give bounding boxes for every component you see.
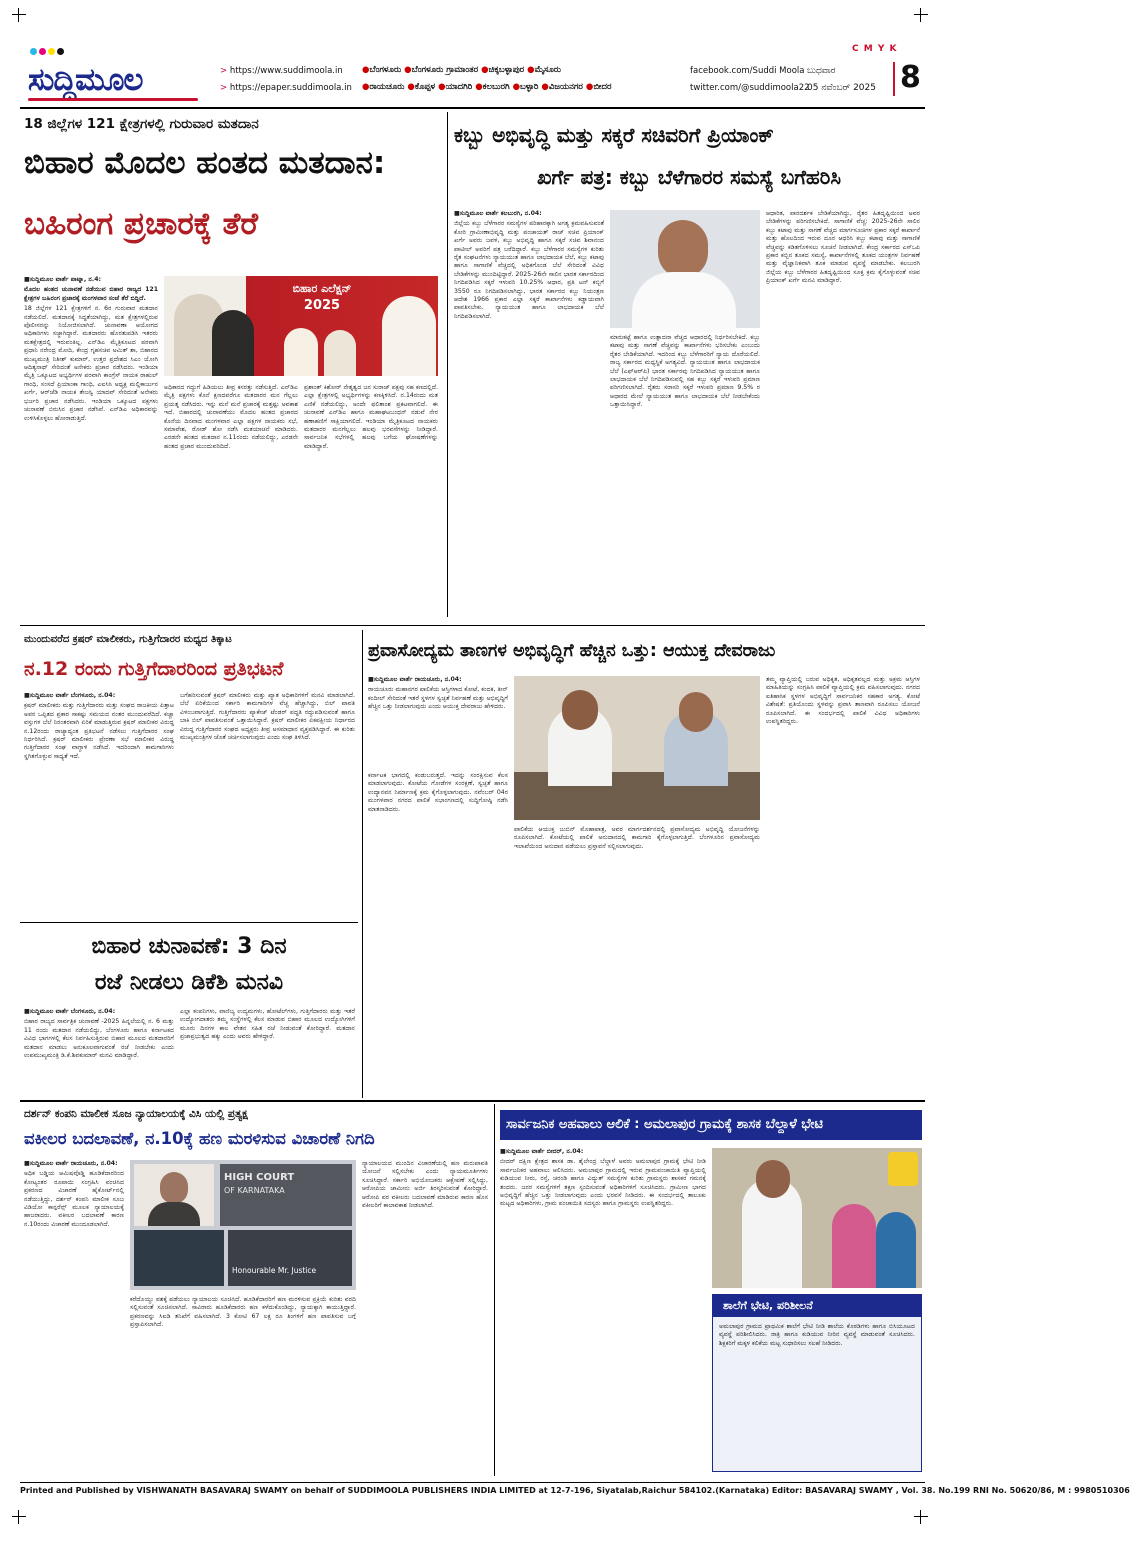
person-shirt <box>148 1202 200 1226</box>
story4-col2: ಎಲ್ಲಾ ಕಂಪನಿಗಳು, ವಾಣಿಜ್ಯ ಉದ್ಯಮಗಳು, ಹೋಟೆಲ್‌ಗಳು, ಗುತ್ತಿಗೆದಾರರು ಮತ್ತು ಇತರೆ ಉದ್ಯೋಗದಾತರು ತಮ್ಮ ಸಂಸ್ಥೆಗಳಲ್ಲಿ ಕೆಲಸ ಮಾಡುವ ಬಿಹಾರ ಮೂಲದ ಉದ್ಯೋಗಿಗಳಿಗೆ ಮೂರು ದಿನಗಳ ಕಾಲ ವೇತನ ಸಹಿತ ರಜೆ ನೀಡುವಂತೆ ಕೋರಿದ್ದಾರೆ. ಮತದಾನ ಪ್ರಜಾಪ್ರಭುತ್ವದ ಹಕ್ಕು ಎಂದು ಅವರು ಹೇಳಿದ್ದಾರೆ. <box>180 1008 355 1041</box>
cmyk-label: C M Y K <box>852 44 898 54</box>
city[interactable]: ರಾಯಚೂರು <box>369 82 405 92</box>
story5-col1 <box>368 676 508 766</box>
issue-date: 05 ನವೆಂಬರ್ 2025 <box>807 83 876 93</box>
story4-body1: ಬಿಹಾರ ರಾಜ್ಯದ ಸಾರ್ವತ್ರಿಕ ಚುನಾವಣೆ -2025 ಹಿನ್ನಲೆಯಲ್ಲಿ ನ. 6 ಮತ್ತು 11 ರಂದು ಮತದಾನ ನಡೆಯಲಿದ್ದು, ಬೆಂಗಳೂರು ಹಾಗೂ ಕರ್ನಾಟಕದ ವಿವಿಧ ಭಾಗಗಳಲ್ಲಿ ಕೆಲಸ ನಿರ್ವಹಿಸುತ್ತಿರುವ ಬಿಹಾರ ಮೂಲದ ಮತದಾರರಿಗೆ ಮತದಾನ ಮಾಡಲು ಅನುಕೂಲವಾಗುವಂತೆ ರಜೆ ನೀಡಬೇಕು ಎಂದು ಉಪಮುಖ್ಯಮಂತ್ರಿ ಡಿ.ಕೆ.ಶಿವಕುಮಾರ್ ಮನವಿ ಮಾಡಿದ್ದಾರೆ. <box>24 1018 174 1060</box>
story2-dateline: ■ಸುದ್ದಿಮೂಲ ವಾರ್ತೆ ಕಲಬುರಗಿ, ನ.04: <box>454 210 542 217</box>
story1-col3: ಪ್ರಶಾಂತ್ ಕಿಶೋರ್ ನೇತೃತ್ವದ ಜನ ಸುರಾಜ್ ಪಕ್ಷವು ಸಹ ಕಣದಲ್ಲಿದೆ. ಎಲ್ಲಾ ಕ್ಷೇತ್ರಗಳಲ್ಲಿ ಅಭ್ಯರ್ಥಿಗಳನ್ನು ಕಣಕ್ಕಿಳಿಸಿದೆ. ನ.14ರಂದು ಮತ ಎಣಿಕೆ ನಡೆಯಲಿದ್ದು, ಅಂದೇ ಫಲಿತಾಂಶ ಪ್ರಕಟವಾಗಲಿದೆ. ಈ ಚುನಾವಣೆ ಎನ್‌ಡಿಎ ಹಾಗೂ ಮಹಾಘಟಬಂಧನ್ ನಡುವೆ ನೇರ ಹಣಾಹಣಿಗೆ ಸಾಕ್ಷಿಯಾಗಲಿದೆ. ಇಂಡಿಯಾ ಮೈತ್ರಿಕೂಟದ ನಾಯಕರು ಮತದಾರರ ಮನಗೆಲ್ಲಲು ಹಲವು ಭರವಸೆಗಳನ್ನು ನೀಡಿದ್ದಾರೆ. ಸಾರ್ವಜನಿಕ ಸಭೆಗಳಲ್ಲಿ ಹಲವು ಬಗೆಯ ಘೋಷಣೆಗಳನ್ನು ಮಾಡಿದ್ದಾರೆ. <box>304 384 438 450</box>
footer-imprint: Printed and Published by VISHWANATH BASAVARAJ SWAMY on behalf of SUDDIMOOLA PUBLISHERS INDIA LIMITED at 12-7-196, Siyatalab,Raichur 584102.(Karnataka) Editor: BASAVARAJ SWAMY , Vol. 38. No.199 RNI No. 50620/86, M : 9980510306 <box>20 1486 1130 1495</box>
city[interactable]: ಚಿಕ್ಕಬಳ್ಳಾಪುರ <box>488 65 525 75</box>
story5-col4: ತಮ್ಮ ವ್ಯಾಪ್ತಿಯಲ್ಲಿ ಬರುವ ಅಧಿಕೃತ, ಅಧಿಕೃತವಲ್ಲದ ಮತ್ತು ಅಕ್ರಮ ಆಸ್ತಿಗಳ ಮಾಹಿತಿಯನ್ನು ಸಂಗ್ರಹಿಸಿ ಪಾಲಿಕೆ ವ್ಯಾಪ್ತಿಯಲ್ಲಿ ಕ್ರಮ ವಹಿಸಲಾಗುವುದು. ನಗರದ ಐತಿಹಾಸಿಕ ಸ್ಥಳಗಳ ಅಭಿವೃದ್ಧಿಗೆ ಸಾರ್ವಜನಿಕರ ಸಹಕಾರ ಅಗತ್ಯ. ಕೋಟೆ ವಿಶೇಷತೆ: ಪ್ರತಿಯೊಂದು ಸ್ಥಳವನ್ನು ಪ್ರವಾಸಿ ತಾಣವಾಗಿ ರೂಪಿಸಲು ಯೋಜನೆ ರೂಪಿಸಲಾಗಿದೆ. ಈ ಸಂದರ್ಭದಲ್ಲಿ ಪಾಲಿಕೆ ವಿವಿಧ ಅಧಿಕಾರಿಗಳು ಉಪಸ್ಥಿತರಿದ್ದರು. <box>766 676 920 726</box>
section-rule <box>20 922 358 923</box>
story3-headline: ನ.12 ರಂದು ಗುತ್ತಿಗೆದಾರರಿಂದ ಪ್ರತಿಭಟನೆ <box>24 658 284 680</box>
person-silhouette <box>382 296 436 376</box>
story6-col1 <box>24 1160 124 1472</box>
story7-box <box>712 1294 922 1472</box>
person-head <box>562 690 598 730</box>
story7-col1 <box>500 1148 706 1472</box>
page-divider <box>893 62 895 96</box>
story2-body1: ಜಿಲ್ಲೆಯ ಕಬ್ಬು ಬೆಳೆಗಾರರ ಸಮಸ್ಯೆಗಳ ಪರಿಹಾರಕ್ಕಾಗಿ ಅಗತ್ಯ ಕ್ರಮವಹಿಸುವಂತೆ ಕೋರಿ ಗ್ರಾಮೀಣಾಭಿವೃದ್ಧಿ ಮತ್ತು ಪಂಚಾಯತ್ ರಾಜ್ ಸಚಿವ ಪ್ರಿಯಾಂಕ್ ಖರ್ಗೆ ಅವರು ಜವಳಿ, ಕಬ್ಬು ಅಭಿವೃದ್ಧಿ ಹಾಗೂ ಸಕ್ಕರೆ ಸಚಿವ ಶಿವಾನಂದ ಪಾಟೀಲ್ ಅವರಿಗೆ ಪತ್ರ ಬರೆದಿದ್ದಾರೆ. ಕಬ್ಬು ಬೆಳೆಗಾರರ ಸಮಸ್ಯೆಗಳ ಕುರಿತು ರೈತ ಸಂಘಟನೆಗಳು ನ್ಯಾಯಯುತ ಹಾಗೂ ಲಾಭದಾಯಕ ಬೆಲೆ, ಕಬ್ಬು ಕಟಾವು ಹಾಗೂ ಸಾಗಾಣಿಕೆ ವೆಚ್ಚದಲ್ಲಿ ಅಧಿಕಗೊಂಡ ಬೆಲೆ ಸೇರಿದಂತೆ ವಿವಿಧ ಬೇಡಿಕೆಗಳನ್ನು ಮುಂದಿಟ್ಟಿದ್ದಾರೆ. 2025-26ನೇ ಸಾಲಿನ ಭಾರತ ಸರ್ಕಾರದಿಂದ ನಿಗದಿಪಡಿಸಿದ ಸಕ್ಕರೆ ಇಳುವರಿ 10.25% ಆಧಾರ, ಪ್ರತಿ ಟನ್ ಕಬ್ಬಿಗೆ 3550 ರೂ ನಿಗದಿಪಡಿಸಲಾಗಿದ್ದು, ಭಾರತ ಸರ್ಕಾರದ ಕಬ್ಬು ನಿಯಂತ್ರಣ ಆದೇಶ 1966 ಪ್ರಕಾರ ಎಲ್ಲಾ ಸಕ್ಕರೆ ಕಾರ್ಖಾನೆಗಳು ಕಡ್ಡಾಯವಾಗಿ ಪಾವತಿಸಬೇಕು. ನ್ಯಾಯಯುತ ಹಾಗೂ ಲಾಭದಾಯಕ ಬೆಲೆ ನಿಗದಿಪಡಿಸಲಾಗಿದೆ. <box>454 220 604 320</box>
story3-body1: ಕ್ರಷರ್ ಮಾಲೀಕರು ಮತ್ತು ಗುತ್ತಿಗೆದಾರರು ಮತ್ತು ಸಂಘದ ರಾಜಕೀಯ ಪಿತ್ತಾಟ ಅವರ ಒಪ್ಪಿತದ ಪ್ರಕಾರ ಸಾಕಷ್ಟು ಸಮಯದ ನಂತರ ಮುಂದುವರೆದಿದೆ. ಕಚ್ಚಾ ವಸ್ತುಗಳ ಬೆಲೆ ನಿರಂತರವಾಗಿ ಏರಿಕೆ ಮಾಡುತ್ತಿರುವ ಕ್ರಷರ್ ಮಾಲೀಕರ ವಿರುದ್ಧ ನ.12ರಂದು ರಾಜ್ಯಾದ್ಯಂತ ಪ್ರತಿಭಟನೆ ನಡೆಸಲು ಗುತ್ತಿಗೆದಾರರ ಸಂಘ ನಿರ್ಧರಿಸಿದೆ. ಕ್ರಷರ್ ಮಾಲೀಕರು ಪ್ರೇರಣಾ ಸಭೆ ಮಾಲೀಕರ ವಿರುದ್ಧ ಗುತ್ತಿಗೆದಾರರ ಸಂಘ ವಾಗ್ದಾಳಿ ನಡೆಸಿದೆ. ಇದರಿಂದಾಗಿ ಕಾಮಗಾರಿಗಳು ಸ್ಥಗಿತಗೊಳ್ಳುವ ಸಾಧ್ಯತೆ ಇದೆ. <box>24 702 174 760</box>
court-banner <box>220 1164 352 1226</box>
story5-photo <box>514 676 760 820</box>
epaper-link[interactable]: > https://epaper.suddimoola.in <box>220 83 352 93</box>
cities-row-2: ●ರಾಯಚೂರು ●ಕೊಪ್ಪಳ ●ಯಾದಗಿರಿ ●ಕಲಬುರಗಿ ●ಬಳ್ಳಾರಿ ●ವಿಜಯನಗರ ●ಬೀದರ <box>362 82 612 92</box>
masthead-rule <box>20 107 925 109</box>
person-silhouette <box>832 1204 876 1288</box>
story3-col1 <box>24 692 174 914</box>
story6-kicker: ದರ್ಶನ್ ಕಂಪನಿ ಮಾಲೀಕ ಸೂಜ ನ್ಯಾಯಾಲಯಕ್ಕೆ ವಿಸಿ ಯಲ್ಲಿ ಪ್ರತ್ಯಕ್ಷ <box>24 1108 248 1120</box>
person-head <box>679 692 713 732</box>
city[interactable]: ಕೊಪ್ಪಳ <box>414 82 436 92</box>
facebook-link[interactable]: facebook.com/Suddi Moola <box>690 66 805 76</box>
story4-headline-line2: ರಜೆ ನೀಡಲು ಡಿಕೆಶಿ ಮನವಿ <box>94 970 284 995</box>
person-shirt <box>632 272 736 332</box>
story1-kicker: 18 ಜಿಲ್ಲೆಗಳ 121 ಕ್ಷೇತ್ರಗಳಲ್ಲಿ ಗುರುವಾರ ಮತದಾನ <box>24 116 259 132</box>
story2-col2: ಮಾರುಕಟ್ಟೆ ಹಾಗೂ ಉತ್ಪಾದನಾ ವೆಚ್ಚದ ಆಧಾರದಲ್ಲಿ ನಿರ್ಧರಿಸಬೇಕಿದೆ. ಕಬ್ಬು ಕಟಾವು ಮತ್ತು ಸಾಗಣೆ ವೆಚ್ಚವನ್ನು ಕಾರ್ಖಾನೆಗಳು ಭರಿಸಬೇಕು ಎಂಬುದು ರೈತರ ಬೇಡಿಕೆಯಾಗಿದೆ. ಇದರಿಂದ ಕಬ್ಬು ಬೆಳೆಗಾರರಿಗೆ ನ್ಯಾಯ ದೊರೆಯಲಿದೆ. ರಾಜ್ಯ ಸರ್ಕಾರದ ಮಧ್ಯಸ್ಥಿಕೆ ಅಗತ್ಯವಿದೆ. ನ್ಯಾಯಯುತ ಹಾಗೂ ಲಾಭದಾಯಕ ಬೆಲೆ (ಎಫ್‌ಆರ್‌ಪಿ) ಭಾರತ ಸರ್ಕಾರವು ನಿಗದಿಪಡಿಸಿದ ನ್ಯಾಯಯುತ ಹಾಗೂ ಲಾಭದಾಯಕ ಬೆಲೆ ನಿಗದಿಪಡಿಸುವಲ್ಲಿ ಸಹ ಕಬ್ಬು ಸಕ್ಕರೆ ಇಳುವರಿ ಪ್ರಮಾಣ ಪರಿಗಣಿಸಲಾಗಿದೆ. ರೈತರು ಸರಾಸರಿ ಸಕ್ಕರೆ ಇಳುವರಿ ಪ್ರಮಾಣ 9.5% ರ ಆಧಾರದ ಮೇಲೆ ನ್ಯಾಯಯುತ ಹಾಗೂ ಲಾಭದಾಯಕ ಬೆಲೆ ನೀಡಬೇಕೆಂದು ಒತ್ತಾಯಿಸಿದ್ದಾರೆ. <box>610 334 760 409</box>
globe-icon: > <box>220 83 228 93</box>
person-head <box>160 1172 188 1204</box>
judge-label: Honourable Mr. Justice <box>232 1266 317 1275</box>
cities-row-1: ●ಬೆಂಗಳೂರು ●ಬೆಂಗಳೂರು ಗ್ರಾಮಾಂತರ ●ಚಿಕ್ಕಬಳ್ಳಾಪುರ ●ಮೈಸೂರು <box>362 65 562 75</box>
story7-dateline: ■ಸುದ್ದಿಮೂಲ ವಾರ್ತೆ ಬೀದರ್, ನ.04: <box>500 1148 584 1155</box>
city[interactable]: ಮೈಸೂರು <box>534 65 562 75</box>
person-silhouette <box>284 328 318 376</box>
story1-col2: ಅಧಿಕಾರದ ಗದ್ದುಗೆ ಹಿಡಿಯಲು ತೀವ್ರ ಕಸರತ್ತು ನಡೆಸುತ್ತಿದೆ. ಎನ್‌ಡಿಎ ಮೈತ್ರಿ ಪಕ್ಷಗಳು ಕೊನೆ ಕ್ಷಣದವರೆಗೂ ಮತದಾರರ ಮನ ಗೆಲ್ಲಲು ಪ್ರಯತ್ನ ನಡೆಸಿದರು. ಇನ್ನು ಮನೆ ಮನೆ ಪ್ರಚಾರಕ್ಕೆ ಮತ್ತಷ್ಟು ಅವಕಾಶ ಇದೆ. ಬಿಹಾರದಲ್ಲಿ ಚುನಾವಣೆಯು ಮೊದಲ ಹಂತದ ಪ್ರಚಾರದ ಕೊನೆಯ ದಿನವಾದ ಮಂಗಳವಾರ ಎಲ್ಲಾ ಪಕ್ಷಗಳ ನಾಯಕರು ಸಭೆ, ಸಮಾವೇಶ, ರೋಡ್ ಶೋ ನಡೆಸಿ ಮತಯಾಚನೆ ಮಾಡಿದರು. ಎರಡನೇ ಹಂತದ ಮತದಾನ ನ.11ರಂದು ನಡೆಯಲಿದ್ದು, ಎರಡನೇ ಹಂತದ ಪ್ರಚಾರ ಮುಂದುವರಿದಿದೆ. <box>164 384 298 450</box>
registration-mark-bottom-left <box>12 1510 26 1524</box>
story6-body1: ಅಧಿಕ ಬಡ್ಡಿಯ ಆಮಿಷವೊಡ್ಡಿ ಹೂಡಿಕೆದಾರರಿಂದ ಕೋಟ್ಯಂತರ ರೂಪಾಯಿ ಸಂಗ್ರಹಿಸಿ ವಂಚಿಸಿದ ಪ್ರಕರಣದ ವಿಚಾರಣೆ ಹೈಕೋರ್ಟ್‌ನಲ್ಲಿ ನಡೆಯುತ್ತಿದ್ದು, ದರ್ಶನ್ ಕಂಪನಿ ಮಾಲೀಕ ಸೂಜ ವಿಡಿಯೋ ಕಾನ್ಫರೆನ್ಸ್ ಮೂಲಕ ನ್ಯಾಯಾಲಯಕ್ಕೆ ಹಾಜರಾದರು. ವಕೀಲರ ಬದಲಾವಣೆ ಕಾರಣ ನ.10ರಂದು ವಿಚಾರಣೆ ಮುಂದೂಡಲಾಗಿದೆ. <box>24 1170 124 1228</box>
masthead <box>20 58 925 106</box>
city[interactable]: ಬೆಂಗಳೂರು <box>369 65 402 75</box>
box-text: ಅಮಲಾಪುರ ಗ್ರಾಮದ ಪ್ರಾಥಮಿಕ ಶಾಲೆಗೆ ಭೇಟಿ ನೀಡಿ ಶಾಲೆಯ ಕೊಠಡಿಗಳು ಹಾಗೂ ಬಿಸಿಯೂಟದ ವ್ಯವಸ್ಥೆ ಪರಿಶೀಲಿಸಿದರು. ರಾತ್ರಿ ಹಾಗೂ ಕುಡಿಯುವ ನೀರಿನ ವ್ಯವಸ್ಥೆ ಮಾಡುವಂತೆ ಸೂಚಿಸಿದರು. ಶಿಕ್ಷಕರಿಗೆ ಮಕ್ಕಳ ಕಲಿಕೆಯ ಮಟ್ಟ ಸುಧಾರಿಸಲು ಸಲಹೆ ನೀಡಿದರು. <box>719 1323 915 1347</box>
story7-headline: ಸಾರ್ವಜನಿಕ ಅಹವಾಲು ಆಲಿಕೆ : ಅಮಲಾಪುರ ಗ್ರಾಮಕ್ಕೆ ಶಾಸಕ ಬೆಲ್ದಾಳೆ ಭೇಟಿ <box>500 1110 922 1140</box>
footer-rule <box>20 1482 925 1483</box>
city[interactable]: ಯಾದಗಿರಿ <box>445 82 473 92</box>
issue-day: ಬುಧವಾರ <box>807 66 836 76</box>
story6-photo <box>130 1160 356 1290</box>
story5-col2: ಕರ್ನಾಟಕ ಭಾಗದಲ್ಲಿ ಕಂಡುಬರುತ್ತದೆ. ಇದನ್ನು ಸಂರಕ್ಷಿಸುವ ಕೆಲಸ ಮಾಡಲಾಗುವುದು. ಕೋಟೆಯ ಗೋಡೆಗಳ ಸಂರಕ್ಷಣೆ, ಸ್ವಚ್ಛತೆ ಹಾಗೂ ಉದ್ಯಾನವನ ನಿರ್ಮಾಣಕ್ಕೆ ಕ್ರಮ ಕೈಗೊಳ್ಳಲಾಗುವುದು. ನವೆಂಬರ್ 04ರ ಮಂಗಳವಾರ ನಗರದ ಪಾಲಿಕೆ ಸಭಾಂಗಣದಲ್ಲಿ ಸುದ್ದಿಗೋಷ್ಠಿ ನಡೆಸಿ ಮಾತನಾಡಿದರು. <box>368 772 508 813</box>
globe-icon: > <box>220 66 228 76</box>
story2-headline-line2: ಖರ್ಗೆ ಪತ್ರ: ಕಬ್ಬು ಬೆಳೆಗಾರರ ಸಮಸ್ಯೆ ಬಗೆಹರಿಸಿ <box>537 165 841 189</box>
section-rule <box>20 1100 925 1102</box>
yellow-sign <box>888 1152 918 1186</box>
person-silhouette <box>876 1212 916 1288</box>
story3-col2: ಬಗೆಹರಿಸುವಂತೆ ಕ್ರಷರ್ ಮಾಲೀಕರು ಮತ್ತು ಖ್ಯಾತ ಅಧಿಕಾರಿಗಳಿಗೆ ಮನವಿ ಮಾಡಲಾಗಿದೆ. ಬೆಲೆ ಏರಿಕೆಯಿಂದ ಸರ್ಕಾರಿ ಕಾಮಗಾರಿಗಳ ವೆಚ್ಚ ಹೆಚ್ಚಾಗಿದ್ದು, ಬಿಲ್ ಪಾವತಿ ವಿಳಂಬವಾಗುತ್ತಿದೆ. ಗುತ್ತಿಗೆದಾರರು ಪ್ಯಾಕೇಜ್ ಟೆಂಡರ್ ಪದ್ಧತಿ ರದ್ದುಪಡಿಸುವಂತೆ ಹಾಗೂ ಬಾಕಿ ಬಿಲ್ ಪಾವತಿಸುವಂತೆ ಒತ್ತಾಯಿಸಿದ್ದಾರೆ. ಕ್ರಷರ್ ಮಾಲೀಕರ ಏಕಪಕ್ಷೀಯ ನಿರ್ಧಾರದ ವಿರುದ್ಧ ಗುತ್ತಿಗೆದಾರರ ಸಂಘದ ಅಧ್ಯಕ್ಷರು ತೀವ್ರ ಅಸಮಾಧಾನ ವ್ಯಕ್ತಪಡಿಸಿದ್ದಾರೆ. ಈ ಕುರಿತು ಮುಖ್ಯಮಂತ್ರಿಗಳ ಜೊತೆ ಚರ್ಚಿಸಲಾಗುವುದು ಎಂದು ಸಂಘ ತಿಳಿಸಿದೆ. <box>180 692 355 742</box>
person-silhouette <box>212 310 254 376</box>
logo[interactable]: ಸುದ್ದಿಮೂಲ <box>28 62 143 98</box>
story1-dateline: ■ಸುದ್ದಿಮೂಲ ವಾರ್ತೆ ಪಾಟ್ನಾ, ನ.4: <box>24 276 101 283</box>
story1-body1: 18 ಜಿಲ್ಲೆಗಳ 121 ಕ್ಷೇತ್ರಗಳಿಗೆ ನ. 6ರ ಗುರುವಾರ ಮತದಾನ ನಡೆಯಲಿದೆ. ಮತದಾನಕ್ಕೆ ಸಿದ್ಧತೆಯಾಗಿದ್ದು, ಮತ ಕ್ಷೇತ್ರಗಳಲ್ಲಿರುವ ಪೊಲೀಸರನ್ನು ನಿಯೋಜಿಸಲಾಗಿದೆ. ಚುನಾವಣಾ ಆಯೋಗದ ಅಧಿಕಾರಿಗಳು ಸಜ್ಜಾಗಿದ್ದಾರೆ. ಮತದಾರರು ಹೊರತುಪಡಿಸಿ ಇತರರು ಮತಕ್ಷೇತ್ರದಲ್ಲಿ ಇರುವಂತಿಲ್ಲ. ಎನ್‌ಡಿಎ ಮೈತ್ರಿಕೂಟದ ಪರವಾಗಿ ಪ್ರಧಾನಿ ನರೇಂದ್ರ ಮೋದಿ, ಕೇಂದ್ರ ಗೃಹಸಚಿವ ಅಮಿತ್ ಶಾ, ಬಿಹಾರದ ಮುಖ್ಯಮಂತ್ರಿ ನಿತೀಶ್ ಕುಮಾರ್, ಉತ್ತರ ಪ್ರದೇಶದ ಸಿಎಂ ಯೋಗಿ ಆದಿತ್ಯನಾಥ್ ಸೇರಿದಂತೆ ಅನೇಕರು ಪ್ರಚಾರ ನಡೆಸಿದರು. ಇಂಡಿಯಾ ಮೈತ್ರಿ ಒಕ್ಕೂಟದ ಅಭ್ಯರ್ಥಿಗಳ ಪರವಾಗಿ ಕಾಂಗ್ರೆಸ್ ನಾಯಕ ರಾಹುಲ್ ಗಾಂಧಿ, ಸಂಸದೆ ಪ್ರಿಯಾಂಕಾ ಗಾಂಧಿ, ಎಐಸಿಸಿ ಅಧ್ಯಕ್ಷ ಮಲ್ಲಿಕಾರ್ಜುನ ಖರ್ಗೆ, ಆರ್‌ಜೆಡಿ ನಾಯಕ ತೇಜಸ್ವಿ ಯಾದವ್ ಸೇರಿದಂತೆ ಅನೇಕರು ಭರ್ಜರಿ ಪ್ರಚಾರ ನಡೆಸಿದರು. ಇಂಡಿಯಾ ಒಕ್ಕೂಟದ ಪಕ್ಷಗಳು ಚುನಾವಣೆ ಬಿರುಸಿನ ಪ್ರಚಾರ ನಡೆಸಿವೆ. ಎನ್‌ಡಿಎ ಅಧಿಕಾರವನ್ನು ಉಳಿಸಿಕೊಳ್ಳಲು ಹೋರಾಡುತ್ತಿದೆ. <box>24 305 158 422</box>
court-label-1: HIGH COURT <box>224 1172 295 1183</box>
story5-headline: ಪ್ರವಾಸೋದ್ಯಮ ತಾಣಗಳ ಅಭಿವೃದ್ಧಿಗೆ ಹೆಚ್ಚಿನ ಒತ್ತು: ಆಯುಕ್ತ ದೇವರಾಜು <box>368 641 776 661</box>
city[interactable]: ಬೀದರ <box>593 82 612 92</box>
registration-mark-top-right <box>914 8 928 22</box>
story6-col3: ನ್ಯಾಯಾಲಯದ ಮುಂದಿನ ವಿಚಾರಣೆಯಲ್ಲಿ ಹಣ ಮರುಪಾವತಿ ಯೋಜನೆ ಸಲ್ಲಿಸಬೇಕು ಎಂದು ನ್ಯಾಯಮೂರ್ತಿಗಳು ಸೂಚಿಸಿದ್ದಾರೆ. ಸರ್ಕಾರಿ ಅಭಿಯೋಜಕರು ಆಕ್ಷೇಪಣೆ ಸಲ್ಲಿಸಿದ್ದು, ಆರೋಪಿಯ ಜಾಮೀನು ಅರ್ಜಿ ತಿರಸ್ಕರಿಸುವಂತೆ ಕೋರಿದ್ದಾರೆ. ಆರೋಪಿ ಪರ ವಕೀಲರು ಬದಲಾವಣೆ ಮಾಡಿರುವ ಕಾರಣ ಹೊಸ ವಕೀಲರಿಗೆ ಕಾಲಾವಕಾಶ ನೀಡಲಾಗಿದೆ. <box>362 1160 488 1210</box>
logo-swoosh <box>28 98 198 101</box>
story2-col1 <box>454 210 604 610</box>
election-banner-title: ಬಿಹಾರ ಎಲೆಕ್ಷನ್ <box>292 282 352 295</box>
section-rule <box>20 625 925 626</box>
city[interactable]: ಕಲಬುರಗಿ <box>482 82 510 92</box>
city[interactable]: ಬೆಂಗಳೂರು ಗ್ರಾಮಾಂತರ <box>411 65 479 75</box>
column-rule <box>447 112 448 617</box>
story6-col2: ಕರೆದೊಯ್ದು ವಶಕ್ಕೆ ಪಡೆಯಲು ನ್ಯಾಯಾಲಯ ಸೂಚಿಸಿದೆ. ಹೂಡಿಕೆದಾರರಿಗೆ ಹಣ ಮರಳಿಸುವ ಪ್ರಕ್ರಿಯೆ ಕುರಿತು ವರದಿ ಸಲ್ಲಿಸುವಂತೆ ಸೂಚಿಸಲಾಗಿದೆ. ಸಾವಿರಾರು ಹೂಡಿಕೆದಾರರು ಹಣ ಕಳೆದುಕೊಂಡಿದ್ದು, ನ್ಯಾಯಕ್ಕಾಗಿ ಕಾಯುತ್ತಿದ್ದಾರೆ. ಪ್ರಕರಣವನ್ನು ಸಿಐಡಿ ತನಿಖೆಗೆ ವಹಿಸಲಾಗಿದೆ. 3 ಕೋಟಿ 67 ಲಕ್ಷ ರೂ ತಿಂಗಳಿಗೆ ಹಣ ಪಾವತಿಸುವ ಬಗ್ಗೆ ಪ್ರಸ್ತಾಪಿಸಲಾಗಿದೆ. <box>130 1296 356 1329</box>
page-number: 8 <box>900 60 921 95</box>
video-tile <box>228 1230 352 1286</box>
story1-headline-line1: ಬಿಹಾರ ಮೊದಲ ಹಂತದ ಮತದಾನ: <box>24 145 386 181</box>
story4-headline-line1: ಬಿಹಾರ ಚುನಾವಣೆ: 3 ದಿನ <box>91 934 287 959</box>
story1-photo <box>164 276 438 376</box>
election-banner-year: 2025 <box>303 298 341 313</box>
column-rule <box>494 1104 495 1476</box>
story1-col1 <box>24 276 158 608</box>
story5-col3: ಪಾಲಿಕೆಯ ಆಯುಕ್ತ ಜುಬಿನ್ ಮೊಹಾಪಾತ್ರ, ಅವರ ಮಾರ್ಗದರ್ಶನದಲ್ಲಿ ಪ್ರವಾಸೋದ್ಯಮ ಅಭಿವೃದ್ಧಿ ಯೋಜನೆಗಳನ್ನು ರೂಪಿಸಲಾಗಿದೆ. ಕೋಟೆಯಲ್ಲಿ ಪಾಲಿಕೆ ಅನುದಾನದಲ್ಲಿ ಕಾಮಗಾರಿ ಕೈಗೊಳ್ಳಲಾಗುತ್ತಿದೆ. ಬೆಂಗಳೂರಿನ ಪ್ರವಾಸೋದ್ಯಮ ಇಲಾಖೆಯಿಂದ ಅನುದಾನ ಪಡೆಯಲು ಪ್ರಸ್ತಾವನೆ ಸಲ್ಲಿಸಲಾಗುವುದು. <box>514 826 760 850</box>
story2-headline-line1: ಕಬ್ಬು ಅಭಿವೃದ್ಧಿ ಮತ್ತು ಸಕ್ಕರೆ ಸಚಿವರಿಗೆ ಪ್ರಿಯಾಂಕ್ <box>454 123 774 147</box>
color-dots <box>30 48 80 56</box>
story4-col1 <box>24 1008 174 1094</box>
story5-dateline: ■ಸುದ್ದಿಮೂಲ ವಾರ್ತೆ ರಾಯಚೂರು, ನ.04: <box>368 676 462 683</box>
story1-headline-line2: ಬಹಿರಂಗ ಪ್ರಚಾರಕ್ಕೆ ತೆರೆ <box>24 206 258 242</box>
website-link[interactable]: > https://www.suddimoola.in <box>220 66 343 76</box>
story5-body1: ರಾಯಚೂರು ಮಹಾನಗರ ಪಾಲಿಕೆಯ ಆಸ್ತಿಗಳಾದ ಕೋಟೆ, ಕಂದಕ, ತೀನ್ ಕಂದೀಲ್ ಸೇರಿದಂತೆ ಇತರೆ ಸ್ಥಳಗಳ ಸ್ವಚ್ಛತೆ ನಿರ್ವಹಣೆ ಮತ್ತು ಅಭಿವೃದ್ಧಿಗೆ ಹೆಚ್ಚಿನ ಒತ್ತು ನೀಡಲಾಗುವುದು ಎಂದು ಆಯುಕ್ತ ದೇವರಾಜು ಹೇಳಿದರು. <box>368 686 508 711</box>
person-silhouette <box>324 330 356 376</box>
box-title: ಶಾಲೆಗೆ ಭೇಟಿ, ಪರಿಶೀಲನೆ <box>713 1295 921 1317</box>
column-rule <box>362 630 363 1098</box>
story6-dateline: ■ಸುದ್ದಿಮೂಲ ವಾರ್ತೆ ರಾಯಚೂರು, ನ.04: <box>24 1160 118 1167</box>
story7-body1: ಬೀದರ್ ದಕ್ಷಿಣ ಕ್ಷೇತ್ರದ ಶಾಸಕ ಡಾ. ಶೈಲೇಂದ್ರ ಬೆಲ್ದಾಳೆ ಅವರು ಅಮಲಾಪುರ ಗ್ರಾಮಕ್ಕೆ ಭೇಟಿ ನೀಡಿ ಸಾರ್ವಜನಿಕರ ಅಹವಾಲು ಆಲಿಸಿದರು. ಅಮಲಾಪುರ ಗ್ರಾಮದಲ್ಲಿ ಇರುವ ಗ್ರಾಮಪಂಚಾಯಿತಿ ವ್ಯಾಪ್ತಿಯಲ್ಲಿ ಕುಡಿಯುವ ನೀರು, ರಸ್ತೆ, ಚರಂಡಿ ಹಾಗೂ ವಿದ್ಯುತ್ ಸಮಸ್ಯೆಗಳ ಕುರಿತು ಗ್ರಾಮಸ್ಥರು ಶಾಸಕರ ಗಮನಕ್ಕೆ ತಂದರು. ಜನರ ಸಮಸ್ಯೆಗಳಿಗೆ ತಕ್ಷಣ ಸ್ಪಂದಿಸುವಂತೆ ಅಧಿಕಾರಿಗಳಿಗೆ ಸೂಚಿಸಿದರು. ಗ್ರಾಮೀಣ ಭಾಗದ ಅಭಿವೃದ್ಧಿಗೆ ಹೆಚ್ಚಿನ ಒತ್ತು ನೀಡಲಾಗುವುದು ಎಂದು ಭರವಸೆ ನೀಡಿದರು. ಈ ಸಂದರ್ಭದಲ್ಲಿ ತಾಲೂಕು ಮಟ್ಟದ ಅಧಿಕಾರಿಗಳು, ಗ್ರಾಮ ಪಂಚಾಯಿತಿ ಸದಸ್ಯರು ಹಾಗೂ ಗ್ರಾಮಸ್ಥರು ಉಪಸ್ಥಿತರಿದ್ದರು. <box>500 1158 706 1208</box>
twitter-link[interactable]: twitter.com/@suddimoola22 <box>690 83 810 93</box>
story4-dateline: ■ಸುದ್ದಿಮೂಲ ವಾರ್ತೆ ಬೆಂಗಳೂರು, ನ.04: <box>24 1008 116 1015</box>
story1-lead: ಮೊದಲ ಹಂತದ ಚುನಾವಣೆ ನಡೆಯುವ ಬಿಹಾರ ರಾಜ್ಯದ 121 ಕ್ಷೇತ್ರಗಳ ಬಹಿರಂಗ ಪ್ರಚಾರಕ್ಕೆ ಮಂಗಳವಾರ ಸಂಜೆ ತೆರೆ ಬಿದ್ದಿದೆ. <box>24 286 158 302</box>
registration-mark-bottom-right <box>914 1510 928 1524</box>
video-tile <box>134 1164 214 1226</box>
video-tile <box>134 1230 224 1286</box>
story3-kicker: ಮುಂದುವರೆದ ಕ್ರಷರ್ ಮಾಲೀಕರು, ಗುತ್ತಿಗೆದಾರರ ಮಧ್ಯದ ತಿಕ್ಕಾಟ <box>24 634 232 645</box>
story7-photo <box>712 1148 922 1288</box>
story2-col3: ಆಧಾರಿತ, ಪಾರದರ್ಶಕ ಬೇಡಿಕೆಯಾಗಿದ್ದು, ರೈತರ ಹಿತದೃಷ್ಟಿಯಿಂದ ಅವರ ಬೇಡಿಕೆಗಳನ್ನು ಪರಿಗಣಿಸಬೇಕಿದೆ. ಸಾಗಾಣಿಕೆ ವೆಚ್ಚ: 2025-26ನೇ ಸಾಲಿನ ಕಬ್ಬು ಕಟಾವು ಮತ್ತು ಸಾಗಣೆ ವೆಚ್ಚದ ಮಾರ್ಗಸೂಚಿಗಳ ಪ್ರಕಾರ ಸಕ್ಕರೆ ಕಾರ್ಖಾನೆ ಮತ್ತು ಹೊಲದಿಂದ ಇರುವ ದೂರ ಆಧರಿಸಿ ಕಬ್ಬು ಕಟಾವು ಮತ್ತು ಸಾಗಾಣಿಕೆ ವೆಚ್ಚವನ್ನು ಕಡಿತಗೊಳಿಸಲು ಸೂಚನೆ ನೀಡಲಾಗಿದೆ. ಕೇಂದ್ರ ಸರ್ಕಾರದ ಎಸ್‌ಒಪಿ ಪ್ರಕಾರ ಕಬ್ಬಿನ ತೂಕದ ಸಮಸ್ಯೆ, ಕಾರ್ಖಾನೆಗಳಲ್ಲಿ ತೂಕದ ಯಂತ್ರಗಳ ನಿರ್ವಹಣೆ ಮತ್ತು ವೈಜ್ಞಾನಿಕವಾಗಿ ತೂಕ ಮಾಡುವ ವ್ಯವಸ್ಥೆ ಮಾಡಬೇಕು. ಕಲಬುರಗಿ ಜಿಲ್ಲೆಯ ಕಬ್ಬು ಬೆಳೆಗಾರರ ಹಿತದೃಷ್ಟಿಯಿಂದ ಸೂಕ್ತ ಕ್ರಮ ಕೈಗೊಳ್ಳುವಂತೆ ಸಚಿವ ಪ್ರಿಯಾಂಕ್ ಖರ್ಗೆ ಮನವಿ ಮಾಡಿದ್ದಾರೆ. <box>766 210 920 285</box>
story2-photo <box>610 210 760 328</box>
person-head <box>658 220 708 278</box>
city[interactable]: ವಿಜಯನಗರ <box>548 82 583 92</box>
registration-mark-top-left <box>12 8 26 22</box>
story6-headline: ವಕೀಲರ ಬದಲಾವಣೆ, ನ.10ಕ್ಕೆ ಹಣ ಮರಳಿಸುವ ವಿಚಾರಣೆ ನಿಗದಿ <box>24 1129 375 1148</box>
city[interactable]: ಬಳ್ಳಾರಿ <box>520 82 539 92</box>
person-head <box>756 1160 790 1198</box>
court-label-2: OF KARNATAKA <box>224 1186 285 1195</box>
story3-dateline: ■ಸುದ್ದಿಮೂಲ ವಾರ್ತೆ ಬೆಂಗಳೂರು, ನ.04: <box>24 692 116 699</box>
